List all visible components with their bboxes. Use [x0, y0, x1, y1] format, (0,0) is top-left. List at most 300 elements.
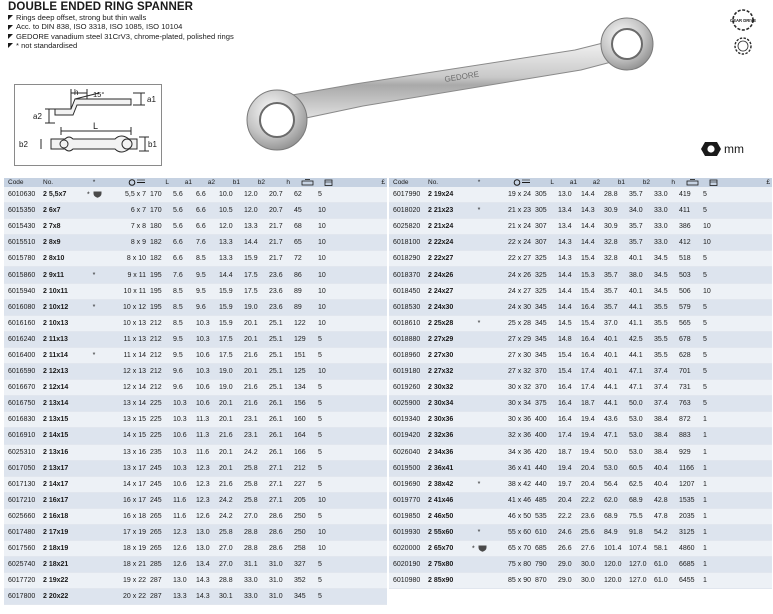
b2-cell: 15.9 [242, 251, 267, 267]
length-cell: 182 [148, 251, 171, 267]
star-cell [470, 187, 488, 203]
price-cell [335, 428, 387, 444]
label-b2: b2 [19, 140, 28, 149]
a2-cell: 6.6 [194, 187, 217, 203]
a2-cell: 10.3 [194, 331, 217, 347]
weight-cell: 166 [292, 444, 316, 460]
b2-cell: 47.1 [627, 364, 652, 380]
no-cell: 2 21x24 [426, 219, 470, 235]
a1-cell: 5.6 [171, 203, 194, 219]
b1-cell: 13.3 [217, 235, 242, 251]
b1-cell: 120.0 [602, 573, 627, 589]
no-cell: 2 24x27 [426, 283, 470, 299]
star-cell: * [470, 476, 488, 492]
label-h: h [74, 88, 79, 97]
dimension-drawing [15, 85, 161, 165]
b2-cell: 21.6 [242, 347, 267, 363]
pack-cell: 5 [316, 460, 335, 476]
length-cell: 400 [533, 428, 556, 444]
pack-cell: 5 [701, 347, 720, 363]
code-cell: 6019180 [389, 364, 426, 380]
a2-cell: 11.3 [194, 412, 217, 428]
b2-cell: 27.0 [242, 508, 267, 524]
pack-cell: 1 [701, 460, 720, 476]
size-cell: 22 x 27 [488, 251, 533, 267]
length-cell: 285 [148, 557, 171, 573]
pack-cell: 10 [316, 219, 335, 235]
b1-cell: 21.6 [217, 428, 242, 444]
col-pack [701, 178, 720, 187]
size-cell: 30 x 32 [488, 380, 533, 396]
star-cell [85, 508, 103, 524]
pack-cell: 5 [701, 299, 720, 315]
table-row [4, 444, 387, 460]
table-header-row [389, 178, 772, 187]
star-cell [470, 251, 488, 267]
a2-cell: 19.4 [579, 428, 602, 444]
length-cell: 400 [533, 412, 556, 428]
a1-cell: 18.7 [556, 444, 579, 460]
no-cell: 2 27x29 [426, 331, 470, 347]
code-cell: 6016240 [4, 331, 41, 347]
size-cell: 17 x 19 [103, 524, 148, 540]
a2-cell: 11.6 [194, 444, 217, 460]
b1-cell: 28.8 [602, 187, 627, 203]
code-cell: 6018370 [389, 267, 426, 283]
size-cell: 24 x 26 [488, 267, 533, 283]
length-cell: 307 [533, 235, 556, 251]
no-cell: 2 46x50 [426, 508, 470, 524]
pack-cell: 5 [316, 508, 335, 524]
b2-cell: 42.5 [627, 331, 652, 347]
weight-cell: 160 [292, 412, 316, 428]
size-cell: 8 x 10 [103, 251, 148, 267]
table-row [4, 492, 387, 508]
pack-cell: 10 [316, 541, 335, 557]
pack-cell: 5 [316, 412, 335, 428]
weight-cell: 72 [292, 251, 316, 267]
table-row [389, 412, 772, 428]
price-cell [720, 380, 772, 396]
a2-cell: 12.6 [194, 508, 217, 524]
star-cell [470, 444, 488, 460]
b2-cell: 17.5 [242, 283, 267, 299]
spec-table-left [4, 178, 387, 605]
a1-cell: 8.5 [171, 283, 194, 299]
length-cell: 225 [148, 412, 171, 428]
price-cell [335, 283, 387, 299]
star-cell [470, 364, 488, 380]
h-cell: 61.0 [652, 573, 677, 589]
code-cell: 6020190 [389, 557, 426, 573]
price-cell [720, 299, 772, 315]
h-cell: 40.4 [652, 476, 677, 492]
length-cell: 235 [148, 444, 171, 460]
col-b2: b2 [627, 178, 652, 187]
price-cell [720, 444, 772, 460]
a1-cell: 29.0 [556, 573, 579, 589]
b2-cell: 127.0 [627, 573, 652, 589]
b2-cell: 35.7 [627, 219, 652, 235]
a1-cell: 24.6 [556, 524, 579, 540]
h-cell: 35.5 [652, 331, 677, 347]
b2-cell: 21.6 [242, 396, 267, 412]
a1-cell: 13.0 [556, 187, 579, 203]
size-cell: 21 x 24 [488, 219, 533, 235]
code-cell: 6019770 [389, 492, 426, 508]
no-cell: 2 8x10 [41, 251, 85, 267]
pack-cell: 5 [316, 187, 335, 203]
weight-cell: 125 [292, 364, 316, 380]
b1-cell: 24.2 [217, 492, 242, 508]
star-cell: * [470, 524, 488, 540]
b1-cell: 40.1 [602, 364, 627, 380]
col-h: h [267, 178, 292, 187]
a1-cell: 5.6 [171, 187, 194, 203]
star-cell [470, 235, 488, 251]
star-cell [470, 396, 488, 412]
table-row [389, 299, 772, 315]
a2-cell: 22.2 [579, 492, 602, 508]
table-row [4, 315, 387, 331]
h-cell: 28.6 [267, 508, 292, 524]
pack-cell: 1 [701, 541, 720, 557]
badge-column [728, 8, 758, 69]
no-cell: 2 17x19 [41, 524, 85, 540]
no-cell: 2 25x28 [426, 315, 470, 331]
size-cell: 11 x 13 [103, 331, 148, 347]
a1-cell: 13.3 [171, 589, 194, 605]
star-cell [85, 557, 103, 573]
b2-cell: 24.2 [242, 444, 267, 460]
star-cell [470, 412, 488, 428]
code-cell: 6016750 [4, 396, 41, 412]
a1-cell: 8.5 [171, 315, 194, 331]
weight-cell: 883 [677, 428, 701, 444]
length-cell: 212 [148, 380, 171, 396]
weight-cell: 212 [292, 460, 316, 476]
price-cell [335, 444, 387, 460]
b1-cell: 19.0 [217, 380, 242, 396]
no-cell: 2 38x42 [426, 476, 470, 492]
price-cell [335, 219, 387, 235]
b2-cell: 33.0 [242, 589, 267, 605]
pack-cell: 10 [316, 251, 335, 267]
b1-cell: 12.0 [217, 219, 242, 235]
no-cell: 2 36x41 [426, 460, 470, 476]
gear-drive-text: GEAR DRIVE [729, 18, 757, 23]
a1-cell: 12.6 [171, 557, 194, 573]
star-cell [470, 267, 488, 283]
code-cell: 6017720 [4, 573, 41, 589]
length-cell: 195 [148, 267, 171, 283]
col-code: Code [4, 178, 41, 187]
table-body-right [389, 187, 772, 589]
h-cell: 38.4 [652, 412, 677, 428]
code-cell: 6018020 [389, 203, 426, 219]
code-cell: 6026040 [389, 444, 426, 460]
b1-cell: 15.9 [217, 315, 242, 331]
size-cell: 30 x 34 [488, 396, 533, 412]
weight-cell: 628 [677, 347, 701, 363]
pack-cell: 5 [701, 331, 720, 347]
no-cell: 2 55x60 [426, 524, 470, 540]
no-cell: 2 22x27 [426, 251, 470, 267]
weight-cell: 412 [677, 235, 701, 251]
price-cell [720, 476, 772, 492]
shield-icon [93, 191, 102, 198]
price-cell [335, 315, 387, 331]
no-cell: 2 22x24 [426, 235, 470, 251]
h-cell: 23.6 [267, 299, 292, 315]
pack-cell: 10 [316, 299, 335, 315]
b2-cell: 41.1 [627, 315, 652, 331]
length-cell: 685 [533, 541, 556, 557]
price-cell [335, 557, 387, 573]
b2-cell: 23.1 [242, 412, 267, 428]
col-b1: b1 [217, 178, 242, 187]
hex-nut-icon [700, 141, 722, 157]
table-row [389, 541, 772, 557]
b2-cell: 25.8 [242, 460, 267, 476]
size-cell: 32 x 36 [488, 428, 533, 444]
length-cell: 265 [148, 541, 171, 557]
dimension-diagram [14, 84, 162, 166]
a2-cell: 6.6 [194, 203, 217, 219]
a1-cell: 19.7 [556, 476, 579, 492]
price-cell [335, 492, 387, 508]
a1-cell: 14.4 [556, 283, 579, 299]
a2-cell: 7.6 [194, 235, 217, 251]
length-cell: 245 [148, 476, 171, 492]
a1-cell: 7.6 [171, 267, 194, 283]
length-cell: 790 [533, 557, 556, 573]
weight-cell: 6685 [677, 557, 701, 573]
weight-icon [301, 179, 314, 186]
b2-cell: 127.0 [627, 557, 652, 573]
no-cell: 2 9x11 [41, 267, 85, 283]
a2-cell: 19.4 [579, 444, 602, 460]
a2-cell: 14.4 [579, 187, 602, 203]
a2-cell: 10.6 [194, 380, 217, 396]
b2-cell: 23.1 [242, 428, 267, 444]
length-cell: 325 [533, 283, 556, 299]
code-cell: 6017130 [4, 476, 41, 492]
h-cell: 28.6 [267, 541, 292, 557]
code-cell: 6017560 [4, 541, 41, 557]
size-cell: 65 x 70 [488, 541, 533, 557]
star-cell [85, 460, 103, 476]
a2-cell: 11.3 [194, 428, 217, 444]
a2-cell: 12.3 [194, 460, 217, 476]
pack-cell: 5 [316, 444, 335, 460]
a1-cell: 11.6 [171, 492, 194, 508]
a2-cell: 15.3 [579, 267, 602, 283]
b2-cell: 28.8 [242, 541, 267, 557]
no-cell: 2 85x90 [426, 573, 470, 589]
b1-cell: 25.8 [217, 524, 242, 540]
col-no: No. [426, 178, 470, 187]
h-cell: 25.1 [267, 380, 292, 396]
no-cell: 2 24x26 [426, 267, 470, 283]
b1-cell: 21.6 [217, 476, 242, 492]
length-cell: 870 [533, 573, 556, 589]
a1-cell: 10.6 [171, 428, 194, 444]
label-angle: 15° [93, 90, 105, 99]
b2-cell: 35.7 [627, 187, 652, 203]
no-cell: 2 21x23 [426, 203, 470, 219]
code-cell: 6018100 [389, 235, 426, 251]
code-cell: 6018450 [389, 283, 426, 299]
no-cell: 2 10x12 [41, 299, 85, 315]
col-h: h [652, 178, 677, 187]
table-row [389, 187, 772, 203]
b1-cell: 40.1 [602, 331, 627, 347]
price-cell [335, 380, 387, 396]
table-row [4, 541, 387, 557]
length-cell: 265 [148, 524, 171, 540]
b1-cell: 56.4 [602, 476, 627, 492]
star-cell [85, 380, 103, 396]
price-cell [720, 573, 772, 589]
table-row [389, 219, 772, 235]
table-row [389, 460, 772, 476]
h-cell: 38.4 [652, 428, 677, 444]
h-cell: 42.8 [652, 492, 677, 508]
table-row [389, 380, 772, 396]
star-cell [85, 315, 103, 331]
spanner-brand-text: GEDORE [443, 69, 480, 84]
a1-cell: 16.4 [556, 396, 579, 412]
star-cell [85, 492, 103, 508]
a1-cell: 22.2 [556, 508, 579, 524]
h-cell: 26.1 [267, 396, 292, 412]
price-cell [335, 541, 387, 557]
h-cell: 31.0 [267, 557, 292, 573]
b1-cell: 101.4 [602, 541, 627, 557]
code-cell: 6019500 [389, 460, 426, 476]
code-cell: 6020000 [389, 541, 426, 557]
no-cell: 2 11x13 [41, 331, 85, 347]
size-cell: 30 x 36 [488, 412, 533, 428]
h-cell: 25.1 [267, 315, 292, 331]
no-cell: 2 12x14 [41, 380, 85, 396]
no-cell: 2 8x9 [41, 235, 85, 251]
h-cell: 35.5 [652, 347, 677, 363]
b1-cell: 84.9 [602, 524, 627, 540]
price-cell [720, 187, 772, 203]
no-cell: 2 30x34 [426, 396, 470, 412]
a1-cell: 15.4 [556, 364, 579, 380]
b2-cell: 20.1 [242, 331, 267, 347]
a2-cell: 9.5 [194, 283, 217, 299]
h-cell: 37.4 [652, 364, 677, 380]
price-cell [720, 219, 772, 235]
table-row [4, 364, 387, 380]
b2-cell: 44.1 [627, 347, 652, 363]
size-cell: 46 x 50 [488, 508, 533, 524]
code-cell: 6010630 [4, 187, 41, 203]
no-cell: 2 11x14 [41, 347, 85, 363]
size-cell: 85 x 90 [488, 573, 533, 589]
weight-cell: 45 [292, 203, 316, 219]
b2-cell: 33.0 [242, 573, 267, 589]
table-row [4, 331, 387, 347]
pack-cell: 10 [316, 364, 335, 380]
length-cell: 305 [533, 203, 556, 219]
weight-cell: 1166 [677, 460, 701, 476]
weight-cell: 345 [292, 589, 316, 605]
star-cell [85, 589, 103, 605]
shield-icon [478, 545, 487, 552]
a1-cell: 9.6 [171, 364, 194, 380]
weight-cell: 579 [677, 299, 701, 315]
price-cell [335, 364, 387, 380]
b1-cell: 15.9 [217, 283, 242, 299]
weight-cell: 2035 [677, 508, 701, 524]
size-cell: 12 x 14 [103, 380, 148, 396]
no-cell: 2 19x22 [41, 573, 85, 589]
table-row [389, 444, 772, 460]
code-cell: 6016670 [4, 380, 41, 396]
table-body-left [4, 187, 387, 605]
b2-cell: 68.9 [627, 492, 652, 508]
h-cell: 58.1 [652, 541, 677, 557]
b2-cell: 50.0 [627, 396, 652, 412]
b1-cell: 20.1 [217, 460, 242, 476]
code-cell: 6017990 [389, 187, 426, 203]
h-cell: 27.1 [267, 460, 292, 476]
col-length: L [533, 178, 556, 187]
table-row [4, 589, 387, 605]
length-cell: 212 [148, 364, 171, 380]
code-cell: 6017210 [4, 492, 41, 508]
code-cell: 6016080 [4, 299, 41, 315]
a2-cell: 14.3 [194, 589, 217, 605]
code-cell: 6019930 [389, 524, 426, 540]
b1-cell: 40.1 [602, 347, 627, 363]
col-star: * [85, 178, 103, 187]
code-cell: 6016590 [4, 364, 41, 380]
length-cell: 345 [533, 315, 556, 331]
b2-cell: 13.3 [242, 219, 267, 235]
table-row [4, 524, 387, 540]
code-cell: 6015510 [4, 235, 41, 251]
table-row [389, 476, 772, 492]
star-cell: * [85, 347, 103, 363]
price-cell [720, 524, 772, 540]
length-cell: 287 [148, 589, 171, 605]
pack-cell: 5 [701, 251, 720, 267]
h-cell: 37.4 [652, 396, 677, 412]
pack-cell: 5 [701, 380, 720, 396]
pack-cell: 10 [316, 235, 335, 251]
code-cell: 6025820 [389, 219, 426, 235]
price-cell [720, 331, 772, 347]
star-cell [470, 492, 488, 508]
price-cell [335, 251, 387, 267]
code-cell: 6025660 [4, 508, 41, 524]
b1-cell: 10.5 [217, 203, 242, 219]
star-cell [470, 573, 488, 589]
h-cell: 31.0 [267, 573, 292, 589]
b2-cell: 47.1 [627, 380, 652, 396]
ring-profile-icon [735, 38, 751, 54]
bullet-icon [8, 25, 13, 30]
table-row [4, 460, 387, 476]
b1-cell: 35.7 [602, 299, 627, 315]
length-cell: 170 [148, 203, 171, 219]
